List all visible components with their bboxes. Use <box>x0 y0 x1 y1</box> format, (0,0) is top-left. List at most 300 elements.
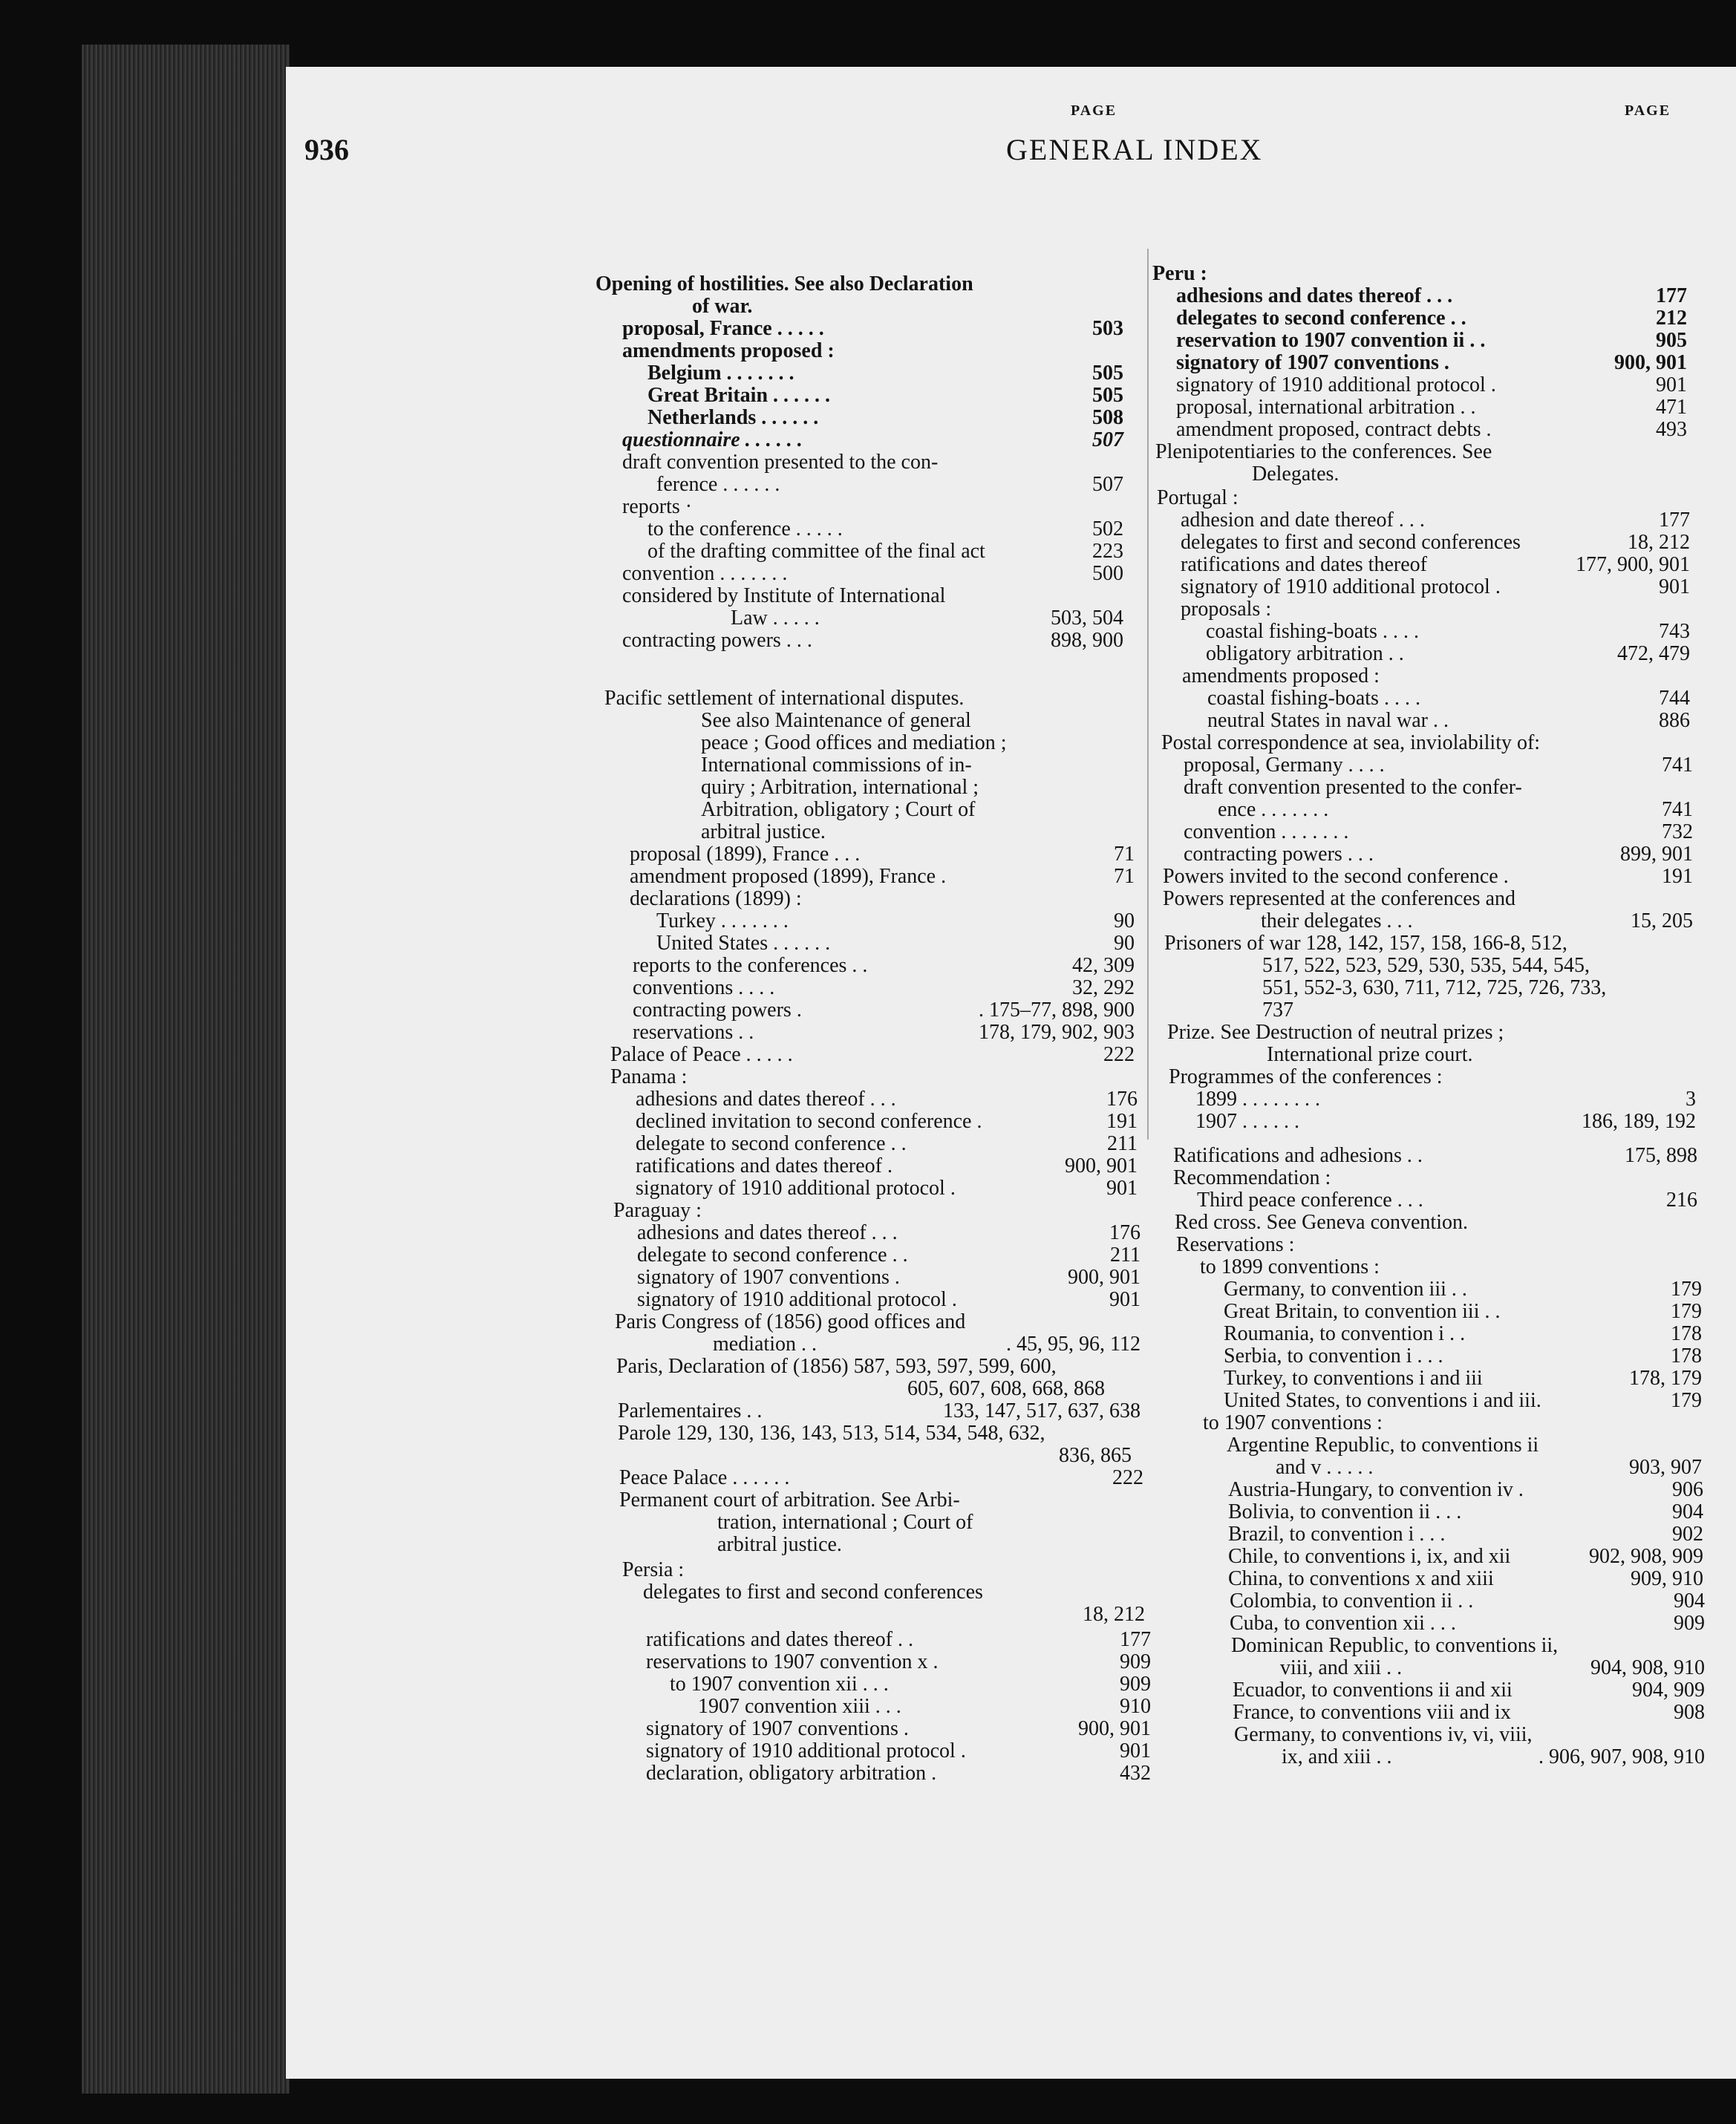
index-entry-pages: 902 <box>1672 1523 1703 1546</box>
index-entry <box>1206 643 1690 665</box>
index-entry <box>622 1559 1145 1581</box>
index-entry-label: Arbitration, obligatory ; Court of <box>701 798 976 821</box>
index-entry-label: reservation to 1907 convention ii . . <box>1176 329 1486 352</box>
index-entry <box>1224 1390 1702 1412</box>
index-entry <box>656 932 1135 955</box>
index-entry-label: Peace Palace . . . . . . <box>619 1466 790 1489</box>
index-entry-label: amendments proposed : <box>1182 664 1380 687</box>
index-entry-label: proposal, international arbitration . . <box>1176 396 1476 419</box>
index-entry-pages: 178, 179, 902, 903 <box>979 1021 1135 1044</box>
column-divider <box>1147 249 1149 1140</box>
index-entry-label: Peru : <box>1152 262 1207 285</box>
index-entry <box>1218 799 1693 821</box>
page-column-heading-right: PAGE <box>1625 102 1671 119</box>
index-entry <box>643 1604 1145 1626</box>
index-entry-label: Colombia, to convention ii . . <box>1230 1589 1474 1612</box>
index-entry-label: Prize. See Destruction of neutral prizes ; <box>1167 1021 1504 1044</box>
index-entry-label: Panama : <box>610 1065 688 1088</box>
index-entry-label: to 1907 convention xii . . . <box>670 1673 889 1696</box>
index-entry-pages: 903, 907 <box>1629 1456 1702 1479</box>
index-entry <box>1176 285 1687 307</box>
index-entry-pages: 71 <box>1114 865 1135 888</box>
index-entry-label: delegates to second conference . . <box>1176 307 1466 330</box>
index-entry-label: delegates to first and second conferences <box>643 1581 983 1604</box>
index-entry-label: International prize court. <box>1267 1043 1473 1066</box>
index-entry <box>1157 487 1690 509</box>
index-entry <box>1224 1278 1702 1301</box>
index-entry <box>646 1718 1151 1740</box>
index-entry-pages: 744 <box>1659 687 1690 710</box>
index-entry <box>1224 1301 1702 1323</box>
index-entry-label: to 1907 conventions : <box>1203 1411 1383 1434</box>
index-entry-label: reports to the conferences . . <box>633 954 868 977</box>
index-entry-pages: 216 <box>1666 1189 1697 1212</box>
index-entry <box>1173 1167 1697 1189</box>
index-entry-label: France, to conventions viii and ix <box>1233 1701 1511 1724</box>
index-entry-label: 1899 . . . . . . . . <box>1195 1088 1320 1111</box>
index-entry <box>1169 1066 1696 1088</box>
index-entry-label: Austria-Hungary, to convention iv . <box>1228 1478 1524 1501</box>
index-entry-label: proposal, France . . . . . <box>622 317 824 340</box>
index-entry <box>1233 1679 1705 1702</box>
index-entry <box>622 563 1123 585</box>
index-entry-pages: 886 <box>1659 709 1690 732</box>
index-entry <box>1161 732 1693 754</box>
index-entry-label: conventions . . . . <box>633 976 775 999</box>
index-entry <box>630 888 1135 910</box>
index-entry-pages: 909, 910 <box>1631 1567 1703 1590</box>
index-entry-pages: 503, 504 <box>1051 607 1123 630</box>
index-entry <box>636 1111 1138 1133</box>
index-entry-pages: 507 <box>1092 473 1123 496</box>
index-entry-label: amendment proposed (1899), France . <box>630 865 947 888</box>
index-entry-label: 551, 552-3, 630, 711, 712, 725, 726, 733, <box>1262 976 1607 999</box>
index-entry-pages: 901 <box>1656 373 1687 396</box>
index-entry <box>1181 532 1690 554</box>
index-entry <box>717 1534 1143 1556</box>
index-entry-label: coastal fishing-boats . . . . <box>1207 687 1420 710</box>
index-entry <box>1181 598 1690 621</box>
index-entry-label: signatory of 1907 conventions . <box>637 1266 900 1289</box>
index-entry <box>1195 1088 1696 1111</box>
index-entry-pages: 901 <box>1109 1288 1141 1311</box>
index-entry <box>646 1629 1151 1651</box>
index-entry-pages: 18, 212 <box>1628 531 1690 554</box>
index-entry-label: Paraguay : <box>613 1199 702 1222</box>
page-number: 936 <box>304 133 349 166</box>
index-entry <box>698 1696 1151 1718</box>
index-entry-label: signatory of 1907 conventions . <box>646 1717 909 1740</box>
index-entry-label: their delegates . . . <box>1261 909 1413 932</box>
index-entry <box>633 977 1135 999</box>
index-entry-label: proposals : <box>1181 598 1272 621</box>
index-entry-label: Paris Congress of (1856) good offices and <box>615 1310 966 1333</box>
index-entry-label: contracting powers . . . <box>622 629 812 652</box>
index-entry-pages: 904 <box>1674 1589 1705 1612</box>
index-entry-pages: 904, 908, 910 <box>1590 1656 1705 1679</box>
index-entry <box>647 540 1123 563</box>
index-entry-pages: 179 <box>1671 1278 1702 1301</box>
index-entry-pages: 900, 901 <box>1068 1266 1141 1289</box>
index-entry <box>633 955 1135 977</box>
index-entry-label: 737 <box>1262 999 1293 1022</box>
index-entry <box>622 318 1123 340</box>
index-entry <box>633 1022 1135 1044</box>
index-entry <box>636 1177 1138 1200</box>
index-entry <box>1184 754 1693 777</box>
index-entry <box>619 1467 1143 1489</box>
index-entry-pages: 90 <box>1114 909 1135 932</box>
index-entry <box>604 687 1080 710</box>
index-entry-label: amendments proposed : <box>622 339 835 362</box>
index-entry-label: Third peace conference . . . <box>1197 1189 1423 1212</box>
index-entry <box>1176 396 1687 419</box>
index-entry-label: Plenipotentiaries to the conferences. See <box>1155 440 1492 463</box>
index-entry <box>636 1133 1138 1155</box>
index-entry-label: delegate to second conference . . <box>636 1132 907 1155</box>
index-entry-pages: 3 <box>1686 1088 1696 1111</box>
index-entry-label: ference . . . . . . <box>656 473 780 496</box>
index-entry-label: Netherlands . . . . . . <box>647 406 819 429</box>
index-entry <box>636 1155 1138 1177</box>
index-entry <box>1195 1111 1696 1133</box>
index-entry <box>1231 1635 1705 1657</box>
index-entry-label: convention . . . . . . . <box>1184 820 1349 843</box>
index-entry-label: Persia : <box>622 1558 685 1581</box>
index-entry <box>1175 1212 1699 1234</box>
index-entry-label: declined invitation to second conference . <box>636 1110 982 1133</box>
index-entry-label: Red cross. See Geneva convention. <box>1175 1211 1468 1234</box>
index-entry-pages: 905 <box>1656 329 1687 352</box>
index-entry-label: peace ; Good offices and mediation ; <box>701 731 1007 754</box>
index-entry-pages: 133, 147, 517, 637, 638 <box>943 1399 1141 1422</box>
index-entry-label: Pacific settlement of international disputes. <box>604 687 965 710</box>
index-entry-label: Turkey, to conventions i and iii <box>1224 1367 1483 1390</box>
index-entry <box>637 1267 1141 1289</box>
index-entry-label: Turkey . . . . . . . <box>656 909 789 932</box>
index-entry <box>701 754 1080 777</box>
index-entry-pages: 90 <box>1114 932 1135 955</box>
index-entry <box>1164 932 1694 955</box>
index-entry-pages: 176 <box>1106 1088 1138 1111</box>
page-title: GENERAL INDEX <box>1006 133 1263 166</box>
index-entry-label: to the conference . . . . . <box>647 517 843 540</box>
index-entry-pages: 42, 309 <box>1072 954 1135 977</box>
index-entry-label: International commissions of in- <box>701 754 972 777</box>
index-entry <box>636 1088 1138 1111</box>
index-entry-label: Dominican Republic, to conventions ii, <box>1231 1634 1559 1657</box>
index-entry <box>1152 263 1687 285</box>
index-entry-pages: 432 <box>1120 1762 1151 1785</box>
index-entry-pages: 909 <box>1120 1673 1151 1696</box>
index-entry <box>619 1489 1143 1512</box>
index-entry <box>622 630 1123 652</box>
index-entry-label: Permanent court of arbitration. See Arbi- <box>619 1489 960 1512</box>
index-entry-label: mediation . . <box>713 1333 817 1356</box>
index-entry-pages: 15, 205 <box>1631 909 1693 932</box>
index-entry-label: proposal (1899), France . . . <box>630 843 861 866</box>
index-entry-label: Palace of Peace . . . . . <box>610 1043 793 1066</box>
index-entry-pages: 899, 901 <box>1620 843 1693 866</box>
index-entry-pages: 211 <box>1107 1132 1138 1155</box>
index-entry <box>630 866 1135 888</box>
index-entry-label: ix, and xiii . . <box>1282 1745 1392 1768</box>
index-entry <box>1228 1523 1703 1546</box>
index-entry-pages: 177 <box>1659 509 1690 532</box>
index-entry-label: Roumania, to convention i . . <box>1224 1322 1466 1345</box>
index-entry-label: ence . . . . . . . <box>1218 798 1329 821</box>
index-entry-label: amendment proposed, contract debts . <box>1176 418 1492 441</box>
index-entry <box>1200 1256 1699 1278</box>
index-entry <box>647 385 1123 407</box>
index-entry-label: Great Britain, to convention iii . . <box>1224 1300 1501 1323</box>
index-entry-pages: 500 <box>1092 562 1123 585</box>
index-entry-label: signatory of 1910 additional protocol . <box>1181 575 1501 598</box>
index-entry-pages: 223 <box>1092 540 1123 563</box>
index-entry-pages: 505 <box>1092 384 1123 407</box>
index-entry <box>1176 307 1687 330</box>
index-entry-pages: 212 <box>1656 307 1687 330</box>
index-entry-label: arbitral justice. <box>717 1533 842 1556</box>
index-entry-label: 836, 865 <box>1059 1444 1132 1467</box>
index-entry-label: tration, international ; Court of <box>717 1511 973 1534</box>
index-entry <box>1182 665 1690 687</box>
index-entry <box>1262 955 1694 977</box>
index-entry <box>1228 1501 1703 1523</box>
index-entry <box>1262 999 1694 1022</box>
index-entry-label: Great Britain . . . . . . <box>647 384 831 407</box>
index-entry <box>907 1378 1141 1400</box>
index-entry <box>656 474 1123 496</box>
index-entry-pages: 904, 909 <box>1632 1679 1705 1702</box>
index-entry-label: coastal fishing-boats . . . . <box>1206 620 1419 643</box>
index-entry-label: quiry ; Arbitration, international ; <box>701 776 979 799</box>
index-entry-label: Belgium . . . . . . . <box>647 362 794 385</box>
index-entry-pages: 18, 212 <box>1083 1603 1145 1626</box>
index-entry-pages: 177 <box>1120 1628 1151 1651</box>
index-entry-label: questionnaire . . . . . . <box>622 428 803 451</box>
index-entry-label: 1907 . . . . . . <box>1195 1110 1299 1133</box>
index-entry <box>701 777 1080 799</box>
index-entry-label: Law . . . . . <box>731 607 820 630</box>
index-entry <box>1233 1702 1705 1724</box>
index-entry <box>616 1356 1141 1378</box>
index-entry-label: considered by Institute of International <box>622 584 946 607</box>
index-entry <box>1167 1022 1696 1044</box>
index-entry <box>1261 910 1693 932</box>
index-entry <box>1173 1145 1697 1167</box>
index-entry-label: declaration, obligatory arbitration . <box>646 1762 937 1785</box>
index-entry-pages: 505 <box>1092 362 1123 385</box>
index-entry <box>1224 1345 1702 1367</box>
index-entry <box>1282 1746 1705 1768</box>
index-entry <box>637 1289 1141 1311</box>
index-entry <box>1163 888 1693 910</box>
index-entry-label: ratifications and dates thereof <box>1181 553 1427 576</box>
index-entry-label: Argentine Republic, to conventions ii <box>1227 1434 1539 1457</box>
index-entry-pages: 901 <box>1106 1177 1138 1200</box>
index-entry <box>692 295 1071 318</box>
index-entry-label: Powers invited to the second conference . <box>1163 865 1509 888</box>
index-entry-pages: 909 <box>1674 1612 1705 1635</box>
index-entry <box>647 518 1123 540</box>
index-entry <box>1184 777 1693 799</box>
index-entry-label: adhesions and dates thereof . . . <box>637 1221 898 1244</box>
index-entry-label: signatory of 1910 additional protocol . <box>637 1288 957 1311</box>
index-entry-label: of the drafting committee of the final act <box>647 540 985 563</box>
index-entry <box>1234 1724 1705 1746</box>
index-entry-label: See also Maintenance of general <box>701 709 971 732</box>
index-entry-pages: 503 <box>1092 317 1123 340</box>
index-entry-pages: 908 <box>1674 1701 1705 1724</box>
index-entry-pages: 741 <box>1662 798 1693 821</box>
index-entry <box>613 1200 1138 1222</box>
index-entry <box>1155 441 1690 463</box>
index-entry <box>1181 576 1690 598</box>
index-entry-pages: 178, 179 <box>1629 1367 1702 1390</box>
index-entry <box>622 429 1123 451</box>
index-entry-label: signatory of 1910 additional protocol . <box>636 1177 956 1200</box>
index-entry-pages: 502 <box>1092 517 1123 540</box>
index-entry-label: arbitral justice. <box>701 820 826 843</box>
index-entry <box>1228 1568 1703 1590</box>
index-entry <box>1181 509 1690 532</box>
index-entry-label: Opening of hostilities. See also Declaration <box>595 272 973 295</box>
index-entry-label: adhesions and dates thereof . . . <box>636 1088 896 1111</box>
index-entry-label: Chile, to conventions i, ix, and xii <box>1228 1545 1511 1568</box>
index-entry <box>647 362 1123 385</box>
index-entry <box>1224 1367 1702 1390</box>
index-entry-label: adhesions and dates thereof . . . <box>1176 284 1453 307</box>
index-entry-pages: 175, 898 <box>1625 1144 1697 1167</box>
index-entry-label: ratifications and dates thereof . . <box>646 1628 913 1651</box>
index-entry <box>630 843 1135 866</box>
index-entry <box>622 451 1123 474</box>
index-entry-label: contracting powers . . . <box>1184 843 1374 866</box>
index-entry-label: of war. <box>692 295 753 318</box>
index-entry-pages: 904 <box>1672 1500 1703 1523</box>
index-entry-label: Cuba, to convention xii . . . <box>1230 1612 1456 1635</box>
index-entry-label: Parole 129, 130, 136, 143, 513, 514, 534, 548, 632, <box>618 1422 1045 1445</box>
index-entry <box>731 607 1123 630</box>
index-entry-label: Reservations : <box>1176 1233 1295 1256</box>
index-entry-pages: 901 <box>1120 1739 1151 1762</box>
index-entry-label: ratifications and dates thereof . <box>636 1154 893 1177</box>
index-entry-pages: 906 <box>1672 1478 1703 1501</box>
index-entry-pages: 32, 292 <box>1072 976 1135 999</box>
index-entry <box>1184 843 1693 866</box>
index-entry-pages: 222 <box>1112 1466 1143 1489</box>
index-entry-label: draft convention presented to the con- <box>622 451 939 474</box>
index-entry-pages: . 45, 95, 96, 112 <box>1006 1333 1141 1356</box>
index-entry-label: Germany, to conventions iv, vi, viii, <box>1234 1723 1533 1746</box>
index-entry-label: reservations to 1907 convention x . <box>646 1650 939 1673</box>
index-entry-pages: 493 <box>1656 418 1687 441</box>
page-column-heading-left: PAGE <box>1071 102 1117 119</box>
index-entry <box>646 1762 1151 1785</box>
index-entry-pages: 471 <box>1656 396 1687 419</box>
index-entry-label: and v . . . . . <box>1276 1456 1374 1479</box>
index-entry-pages: . 175–77, 898, 900 <box>979 999 1135 1022</box>
index-entry-label: Prisoners of war 128, 142, 157, 158, 166-8, 512, <box>1164 932 1567 955</box>
index-entry-pages: 900, 901 <box>1614 351 1687 374</box>
index-entry-label: 605, 607, 608, 668, 868 <box>907 1377 1105 1400</box>
index-entry-pages: 177 <box>1656 284 1687 307</box>
index-entry-label: Portugal : <box>1157 486 1239 509</box>
index-entry <box>647 407 1123 429</box>
index-entry-pages: 176 <box>1109 1221 1141 1244</box>
index-entry-pages: 211 <box>1110 1244 1141 1267</box>
book-page-edges <box>82 45 290 2094</box>
index-entry-label: Germany, to convention iii . . <box>1224 1278 1467 1301</box>
index-entry-label: contracting powers . <box>633 999 802 1022</box>
index-entry-label: Bolivia, to convention ii . . . <box>1228 1500 1462 1523</box>
index-entry <box>633 999 1135 1022</box>
index-entry <box>1228 1546 1703 1568</box>
index-entry-pages: 900, 901 <box>1078 1717 1151 1740</box>
index-entry-pages: 186, 189, 192 <box>1582 1110 1696 1133</box>
index-entry-pages: 177, 900, 901 <box>1576 553 1690 576</box>
index-entry <box>701 732 1080 754</box>
index-entry <box>615 1311 1141 1333</box>
index-entry <box>1197 1189 1697 1212</box>
index-entry-label: Delegates. <box>1252 463 1339 486</box>
index-entry-label: declarations (1899) : <box>630 887 802 910</box>
index-entry <box>1230 1590 1705 1612</box>
index-entry-label: Recommendation : <box>1173 1166 1331 1189</box>
index-entry-label: China, to conventions x and xiii <box>1228 1567 1494 1590</box>
index-entry-pages: 178 <box>1671 1322 1702 1345</box>
index-entry-pages: 191 <box>1106 1110 1138 1133</box>
index-entry-label: Postal correspondence at sea, inviolability of: <box>1161 731 1541 754</box>
index-entry <box>1207 687 1690 710</box>
index-entry-label: 517, 522, 523, 529, 530, 535, 544, 545, <box>1262 954 1590 977</box>
index-entry-pages: 898, 900 <box>1051 629 1123 652</box>
index-entry-label: draft convention presented to the confer- <box>1184 776 1522 799</box>
index-entry <box>717 1512 1143 1534</box>
index-entry <box>637 1222 1141 1244</box>
index-entry-label: adhesion and date thereof . . . <box>1181 509 1425 532</box>
index-entry-pages: 902, 908, 909 <box>1589 1545 1703 1568</box>
index-entry-label: convention . . . . . . . <box>622 562 788 585</box>
index-entry-label: reports · <box>622 495 693 518</box>
index-entry <box>618 1400 1141 1422</box>
index-entry-pages: . 906, 907, 908, 910 <box>1538 1745 1705 1768</box>
index-entry <box>1280 1657 1705 1679</box>
index-entry <box>595 273 1071 295</box>
index-entry <box>701 710 1080 732</box>
index-entry-pages: 909 <box>1120 1650 1151 1673</box>
index-entry-pages: 179 <box>1671 1389 1702 1412</box>
index-entry <box>1176 330 1687 352</box>
index-entry <box>622 340 1123 362</box>
index-entry <box>701 799 1080 821</box>
index-entry <box>1176 419 1687 441</box>
index-entry-label: signatory of 1910 additional protocol . <box>646 1739 966 1762</box>
index-entry <box>1206 621 1690 643</box>
index-entry-label: United States, to conventions i and iii. <box>1224 1389 1541 1412</box>
index-entry-pages: 741 <box>1662 754 1693 777</box>
index-entry-label: reservations . . <box>633 1021 754 1044</box>
index-entry-label: 1907 convention xiii . . . <box>698 1695 901 1718</box>
index-entry <box>646 1740 1151 1762</box>
index-entry-label: United States . . . . . . <box>656 932 831 955</box>
index-entry-pages: 732 <box>1662 820 1693 843</box>
index-entry-pages: 743 <box>1659 620 1690 643</box>
index-entry <box>637 1244 1141 1267</box>
index-entry-label: Parlementaires . . <box>618 1399 763 1422</box>
index-entry-label: Powers represented at the conferences and <box>1163 887 1516 910</box>
